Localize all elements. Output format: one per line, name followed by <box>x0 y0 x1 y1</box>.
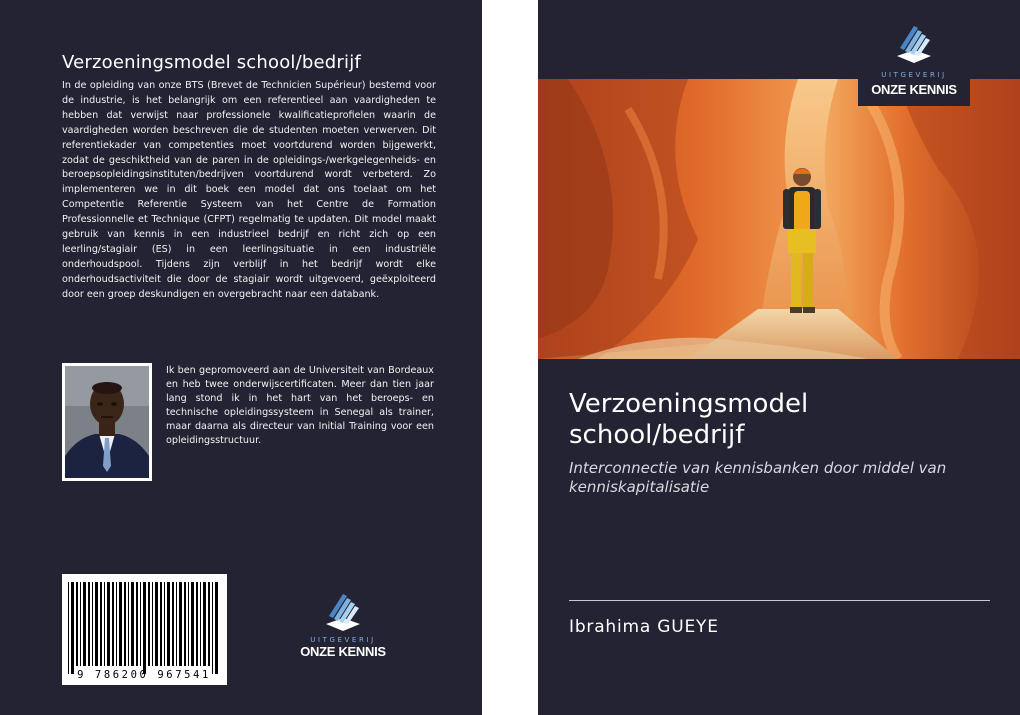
barcode-bars <box>62 574 227 685</box>
barcode-bar <box>160 582 162 666</box>
barcode-bar <box>116 582 117 666</box>
publisher-small-label: UITGEVERIJ <box>310 636 376 644</box>
barcode-bar <box>172 582 174 666</box>
barcode-bar <box>95 582 98 666</box>
publisher-logo-back <box>292 590 394 659</box>
isbn-digits: 9 786200 967541 <box>77 669 211 681</box>
author-portrait-image <box>65 366 149 478</box>
open-book-stripes-icon <box>323 590 363 632</box>
back-cover-blurb: In de opleiding van onze BTS (Brevet de Technicien Supérieur) bestemd voor de industrie, is het belangrijk om een referentieel aan vaardigheden te hebben dat verwijst naar professionele kwalificatieprofielen waarin de vaardigheden worden beschreven die de studenten moeten verwerven. Dit referentiekader van competenties moet voortdurend worden bijgewerkt, zodat de geschiktheid van de paren in de opleidings-/werkgelegenheids- en beroepsopleidingsinstituten/bedrijven voortdurend wordt verbeterd. Zo implementeren we in dit boek een model dat ons toelaat om het Competentie Referentie Systeem van het Centre de Formation Professionnelle et Technique (CFPT) regelmatig te updaten. Dit model maakt gebruik van kennis in een industrieel bedrijf en richt zich op een leerling/stagiair (ES) in een leerlingsituatie in een industriële onderhoudspool. Tijdens zijn verblijf in het bedrijf wordt elke onderhoudsactiviteit die door de stagiair wordt uitgevoerd, geëxploiteerd door een groep deskundigen en overgebracht naar een databank. <box>62 80 436 300</box>
barcode-bar <box>203 582 206 666</box>
barcode-bar <box>119 582 122 666</box>
barcode-bar <box>200 582 201 666</box>
open-book-stripes-icon <box>894 22 934 64</box>
barcode-bar <box>92 582 93 666</box>
back-cover-title: Verzoeningsmodel school/bedrijf <box>62 52 361 73</box>
barcode-bar <box>100 582 102 666</box>
barcode-bar <box>71 582 74 674</box>
barcode-bar <box>184 582 186 666</box>
barcode-bar <box>112 582 114 666</box>
book-spine <box>482 0 538 715</box>
publisher-logo-front <box>858 0 970 106</box>
barcode-bar <box>191 582 194 666</box>
front-cover-subtitle: Interconnectie van kennisbanken door middel van kenniskapitalisatie <box>569 459 947 496</box>
barcode-bar <box>179 582 182 666</box>
author-bio: Ik ben gepromoveerd aan de Universiteit van Bordeaux en heb twee onderwijscertificaten. Meer dan tien jaar lang stond ik in het hart van het beroeps- en technische opleidingssysteem in Senegal als trainer, maar daarna als directeur van Initial Training voor een opleidingsstructuur. <box>166 365 434 447</box>
barcode-bar <box>215 582 218 674</box>
barcode-bar <box>208 582 210 666</box>
barcode-bar <box>104 582 105 666</box>
barcode-bar <box>80 582 81 666</box>
barcode-bar <box>68 582 69 674</box>
front-cover <box>538 0 1020 715</box>
barcode-bar <box>140 582 141 666</box>
barcode-bar <box>167 582 170 666</box>
author-name: Ibrahima GUEYE <box>569 617 719 637</box>
barcode-bar <box>176 582 177 666</box>
barcode-bar <box>128 582 129 666</box>
front-cover-title: Verzoeningsmodel school/bedrijf <box>569 389 809 450</box>
publisher-name: ONZE KENNIS <box>300 644 386 659</box>
divider <box>569 600 990 601</box>
barcode-bar <box>107 582 110 666</box>
barcode-bar <box>164 582 165 666</box>
barcode-bar <box>188 582 189 666</box>
barcode-bar <box>83 582 86 666</box>
barcode-bar <box>124 582 126 666</box>
barcode-bar <box>196 582 198 666</box>
barcode-bar <box>152 582 153 666</box>
barcode-bar <box>148 582 150 666</box>
slot-canyon-photo <box>538 79 1020 359</box>
barcode-bar <box>88 582 90 666</box>
barcode-bar <box>131 582 134 666</box>
barcode-bar <box>76 582 78 666</box>
isbn-barcode <box>62 574 227 685</box>
barcode-bar <box>212 582 213 674</box>
back-cover <box>0 0 482 715</box>
publisher-small-label: UITGEVERIJ <box>881 71 947 79</box>
barcode-bar <box>143 582 146 674</box>
canyon-hiker-image <box>538 79 1020 359</box>
author-photo <box>62 363 152 481</box>
barcode-bar <box>136 582 138 666</box>
barcode-bar <box>155 582 158 666</box>
publisher-name: ONZE KENNIS <box>871 82 957 97</box>
